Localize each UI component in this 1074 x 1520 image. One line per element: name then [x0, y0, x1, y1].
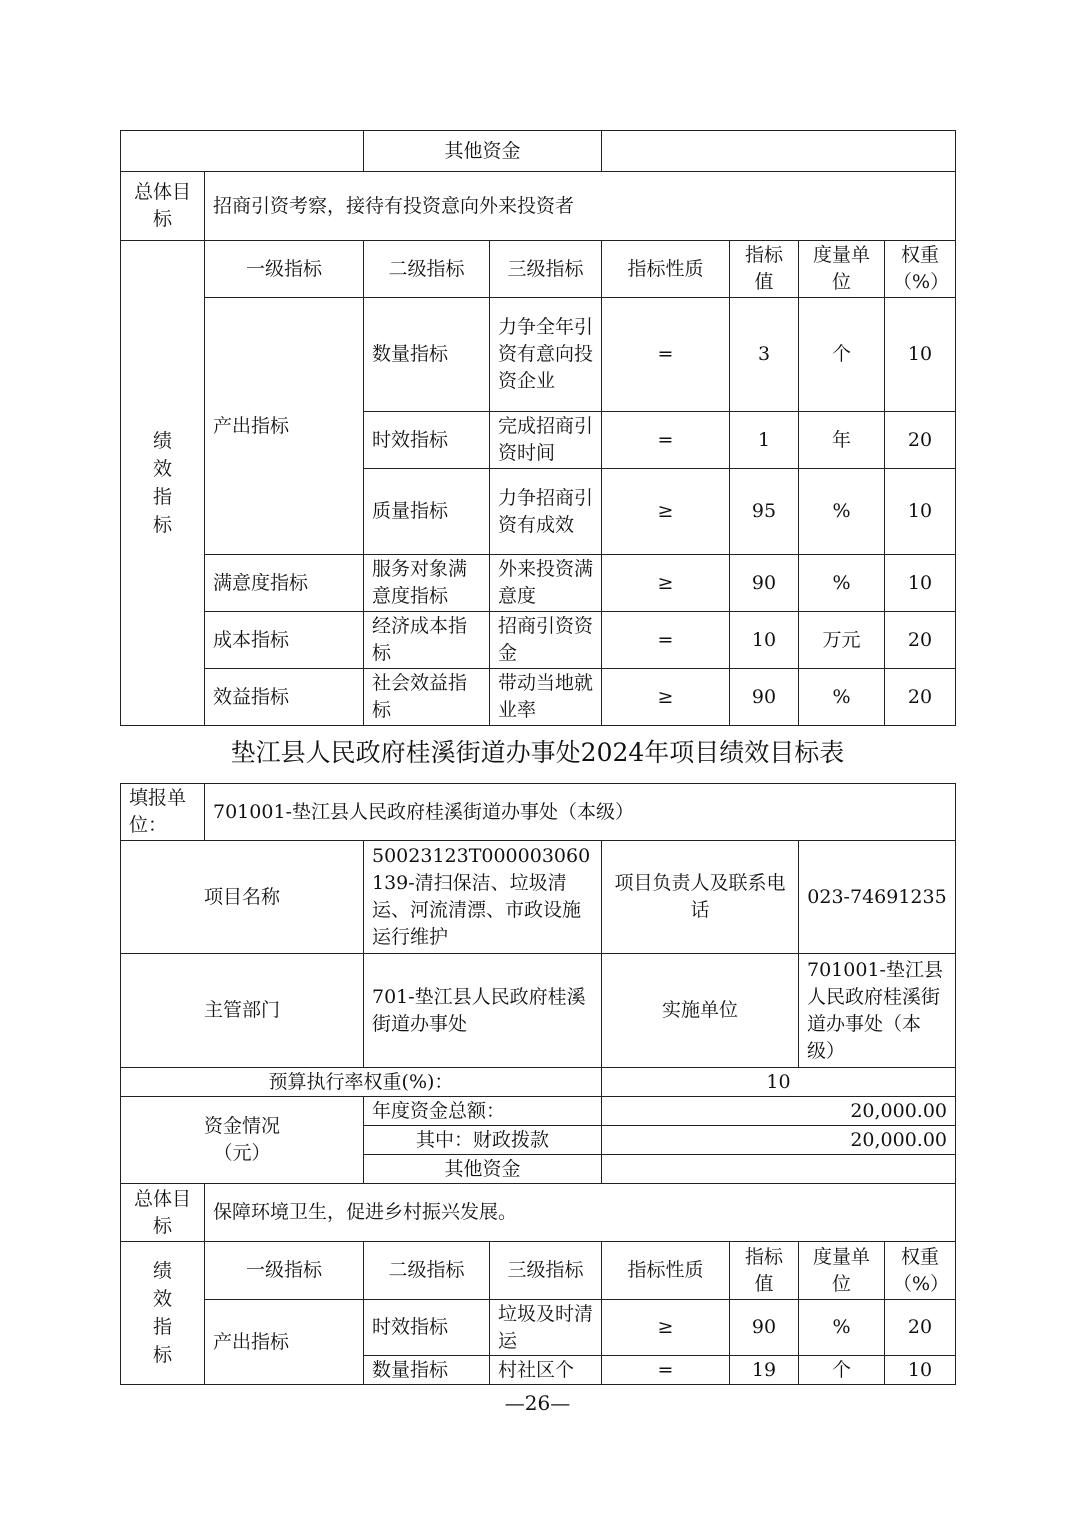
perf-label-text: 绩效指标	[152, 1260, 172, 1366]
nature-cell: ≥	[602, 555, 730, 612]
header-value: 指标值	[730, 1242, 799, 1300]
unit-cell: 个	[799, 1356, 885, 1385]
header-level2: 二级指标	[364, 241, 490, 298]
level1-cell: 成本指标	[205, 612, 364, 669]
budget-rate-label: 预算执行率权重(%)：	[121, 1068, 602, 1097]
performance-table-2024	[120, 783, 956, 1385]
value-cell: 95	[730, 469, 799, 555]
perf-indicator-label	[121, 241, 205, 726]
annual-total-label: 年度资金总额：	[364, 1097, 602, 1126]
header-level1: 一级指标	[205, 1242, 364, 1300]
level3-cell: 力争招商引资有成效	[490, 469, 602, 555]
header-level1: 一级指标	[205, 241, 364, 298]
nature-cell: =	[602, 412, 730, 469]
level3-cell: 完成招商引资时间	[490, 412, 602, 469]
reporting-unit-label: 填报单位：	[121, 784, 205, 841]
annual-total-value: 20,000.00	[602, 1097, 956, 1126]
page-number: —26—	[504, 1391, 571, 1415]
dept-label: 主管部门	[121, 954, 364, 1068]
unit-cell: %	[799, 1300, 885, 1356]
weight-cell: 10	[885, 469, 956, 555]
other-funds-label: 其他资金	[364, 131, 602, 172]
unit-cell: 万元	[799, 612, 885, 669]
nature-cell: ≥	[602, 669, 730, 726]
level1-cell: 产出指标	[205, 1300, 364, 1385]
reporting-unit-value: 701001-垫江县人民政府桂溪街道办事处（本级）	[205, 784, 956, 841]
unit-cell: %	[799, 555, 885, 612]
level2-cell: 质量指标	[364, 469, 490, 555]
other-funds-value	[602, 1155, 956, 1184]
level3-cell: 垃圾及时清运	[490, 1300, 602, 1356]
value-cell: 10	[730, 612, 799, 669]
header-level3: 三级指标	[490, 1242, 602, 1300]
perf-indicator-label	[121, 1242, 205, 1385]
weight-cell: 20	[885, 612, 956, 669]
fiscal-label: 其中：财政拨款	[364, 1126, 602, 1155]
unit-cell: %	[799, 669, 885, 726]
table-row	[121, 612, 956, 669]
funds-label	[121, 1097, 364, 1184]
project-name-label: 项目名称	[121, 841, 364, 954]
contact-value: 023-74691235	[799, 841, 956, 954]
header-value: 指标值	[730, 241, 799, 298]
header-nature: 指标性质	[602, 241, 730, 298]
overall-goal-label: 总体目标	[121, 1184, 205, 1242]
level3-cell: 村社区个	[490, 1356, 602, 1385]
value-cell: 90	[730, 1300, 799, 1356]
level2-cell: 数量指标	[364, 1356, 490, 1385]
weight-cell: 10	[885, 555, 956, 612]
budget-rate-value: 10	[602, 1068, 956, 1097]
nature-cell: =	[602, 1356, 730, 1385]
contact-label: 项目负责人及联系电话	[602, 841, 799, 954]
other-funds-value	[602, 131, 956, 172]
value-cell: 90	[730, 555, 799, 612]
table-row	[121, 1300, 956, 1356]
table-row	[121, 555, 956, 612]
dept-value: 701-垫江县人民政府桂溪街道办事处	[364, 954, 602, 1068]
header-unit: 度量单位	[799, 241, 885, 298]
overall-goal-text: 保障环境卫生，促进乡村振兴发展。	[205, 1184, 956, 1242]
nature-cell: =	[602, 298, 730, 412]
level3-cell: 招商引资资金	[490, 612, 602, 669]
header-level3: 三级指标	[490, 241, 602, 298]
unit-cell: 年	[799, 412, 885, 469]
nature-cell: =	[602, 612, 730, 669]
blank-cell	[121, 131, 364, 172]
level2-cell: 经济成本指标	[364, 612, 490, 669]
level3-cell: 力争全年引资有意向投资企业	[490, 298, 602, 412]
other-funds-label: 其他资金	[364, 1155, 602, 1184]
level2-cell: 时效指标	[364, 412, 490, 469]
nature-cell: ≥	[602, 1300, 730, 1356]
header-unit: 度量单位	[799, 1242, 885, 1300]
level1-cell: 效益指标	[205, 669, 364, 726]
weight-cell: 10	[885, 298, 956, 412]
value-cell: 3	[730, 298, 799, 412]
funds-label-line1: 资金情况	[203, 1115, 280, 1137]
impl-unit-label: 实施单位	[602, 954, 799, 1068]
value-cell: 19	[730, 1356, 799, 1385]
performance-table-continued	[120, 130, 956, 726]
level2-cell: 服务对象满意度指标	[364, 555, 490, 612]
nature-cell: ≥	[602, 469, 730, 555]
overall-goal-label: 总体目标	[121, 172, 205, 241]
overall-goal-text: 招商引资考察，接待有投资意向外来投资者	[205, 172, 956, 241]
value-cell: 90	[730, 669, 799, 726]
weight-cell: 20	[885, 669, 956, 726]
project-name-value: 50023123T000003060139-清扫保洁、垃圾清运、河流清漂、市政设施运行维护	[364, 841, 602, 954]
table-row	[121, 298, 956, 412]
value-cell: 1	[730, 412, 799, 469]
perf-label-text: 绩效指标	[152, 430, 172, 536]
header-level2: 二级指标	[364, 1242, 490, 1300]
funds-label-line2: （元）	[213, 1142, 271, 1164]
header-nature: 指标性质	[602, 1242, 730, 1300]
level1-cell: 满意度指标	[205, 555, 364, 612]
level2-cell: 社会效益指标	[364, 669, 490, 726]
unit-cell: %	[799, 469, 885, 555]
header-weight: 权重（%）	[885, 241, 956, 298]
weight-cell: 10	[885, 1356, 956, 1385]
level3-cell: 带动当地就业率	[490, 669, 602, 726]
impl-unit-value: 701001-垫江县人民政府桂溪街道办事处（本级）	[799, 954, 956, 1068]
header-weight: 权重（%）	[885, 1242, 956, 1300]
level2-cell: 时效指标	[364, 1300, 490, 1356]
unit-cell: 个	[799, 298, 885, 412]
weight-cell: 20	[885, 412, 956, 469]
level2-cell: 数量指标	[364, 298, 490, 412]
table-row	[121, 669, 956, 726]
page-title: 垫江县人民政府桂溪街道办事处2024年项目绩效目标表	[230, 738, 845, 767]
fiscal-value: 20,000.00	[602, 1126, 956, 1155]
weight-cell: 20	[885, 1300, 956, 1356]
level1-cell: 产出指标	[205, 298, 364, 555]
level3-cell: 外来投资满意度	[490, 555, 602, 612]
